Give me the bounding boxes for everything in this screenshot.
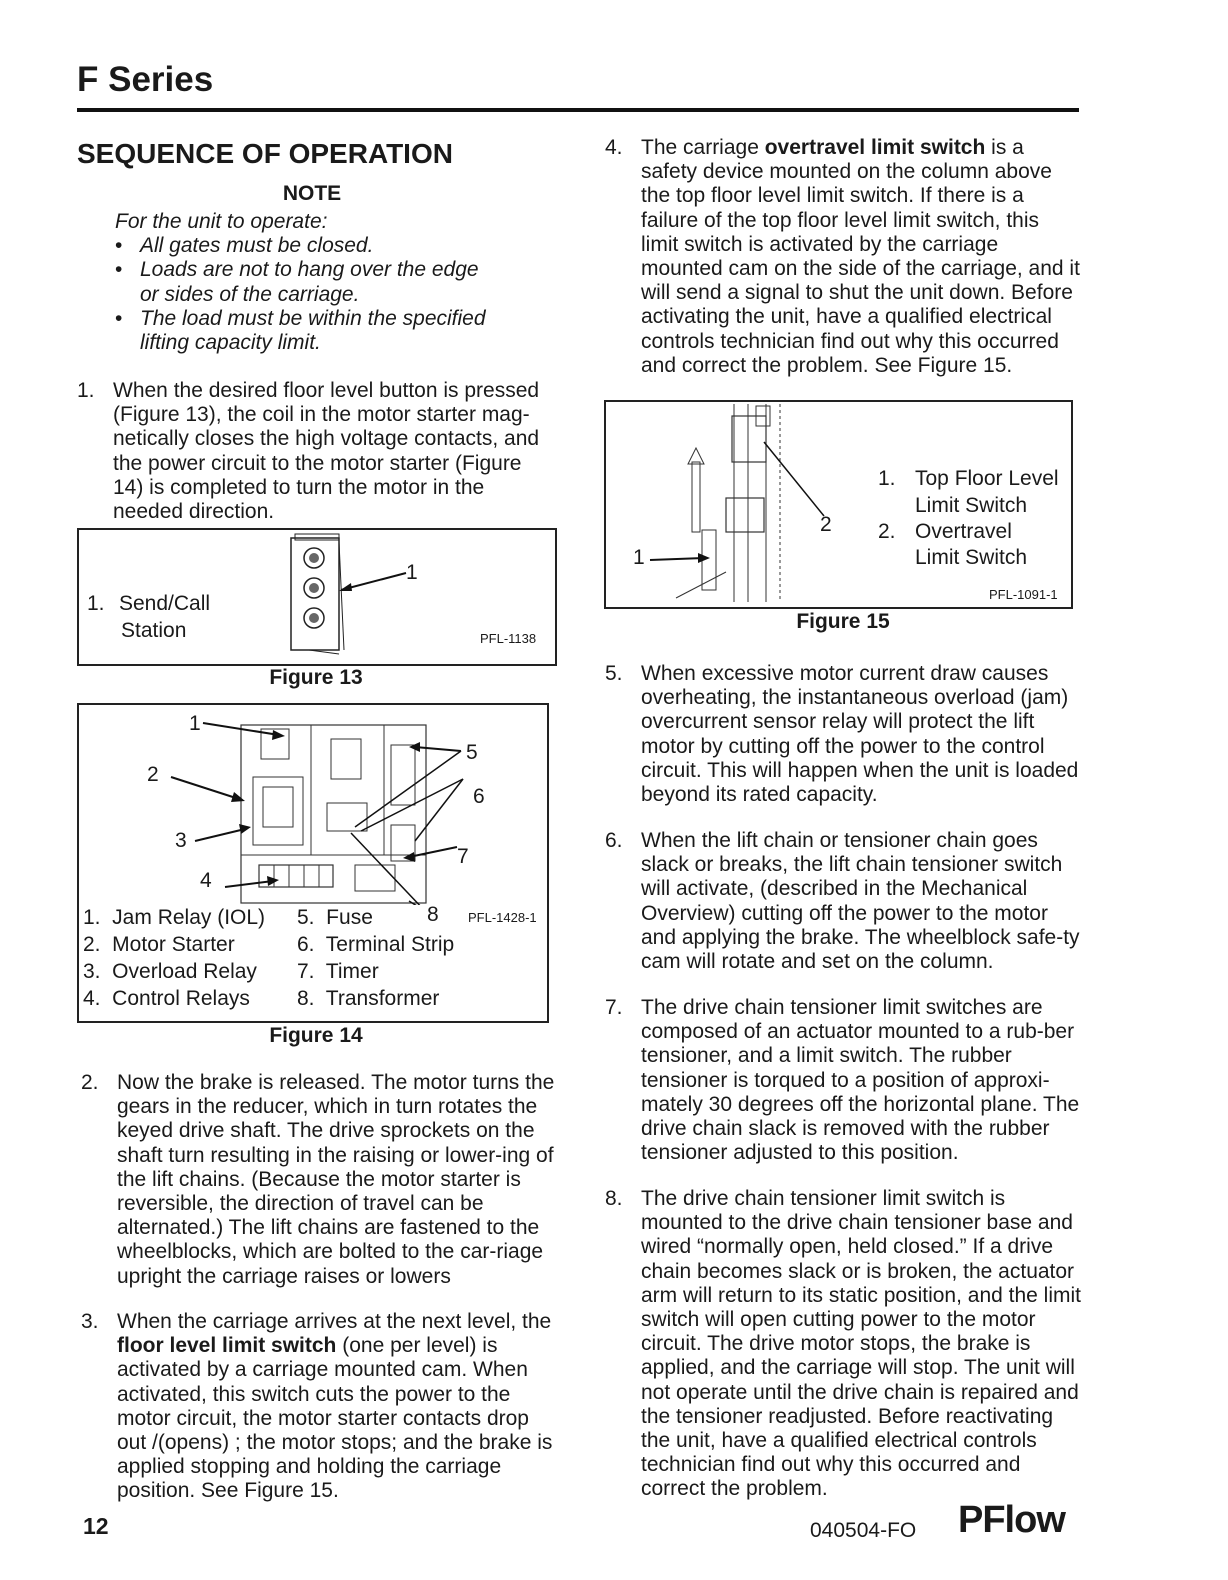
fig14-callout-6: 6 [473,785,485,808]
figure-14-caption: Figure 14 [269,1024,363,1047]
legend-item: 8. Transformer [297,987,440,1010]
note-intro: For the unit to operate: [115,210,328,233]
fig15-legend-line3: Overtravel [915,520,1012,543]
step-number: 4. [605,136,623,159]
note-list [115,234,555,355]
step-6 [605,829,1081,974]
legend-item: 3. Overload Relay [83,960,257,983]
step-number: 1. [77,379,95,402]
fig14-legend-right [297,904,454,1012]
header-divider [77,108,1079,112]
figure-13-box [77,528,557,666]
step-4 [605,136,1081,378]
step-text-pre: When the carriage arrives at the next level, the [117,1310,552,1333]
fig14-callout-1: 1 [189,712,201,735]
send-call-station-illustration [269,530,459,662]
step-number: 5. [605,662,623,685]
step-text: When excessive motor current draw causes overheating, the instantaneous overload (jam) overcurrent sensor relay will protect the lift motor by cutting off the power to the control circuit. This will happen when the unit is loaded beyond its rated capacity. [641,662,1079,807]
step-2 [81,1071,557,1289]
fig13-callout-1: 1 [406,561,418,584]
figure-15-box [604,400,1073,609]
fig15-legend-num-2: 2. [878,520,896,543]
fig14-code: PFL-1428-1 [468,910,537,925]
step-text-post: is a safety device mounted on the column above the top floor level limit switch. If there is a failure of the top floor level limit switch, this limit switch is activated by the carriage mounted cam on the side of the carriage, and it will send a signal to shut the unit down. Before activating the unit, have a qualified electrical controls technician find out why this occurred and correct the problem. See Figure 15. [641,136,1080,377]
fig13-legend-line2: Station [121,619,187,642]
note-body [115,210,555,355]
fig14-callout-7: 7 [457,845,469,868]
note-item: • Loads are not to hang over the edge or sides of the carriage. [115,258,555,306]
limit-switch-illustration [606,402,866,605]
step-text: The drive chain tensioner limit switches are composed of an actuator mounted to a rub-ber tensioner, and a limit switch. The rubber tensioner is torqued to a position of approxi-mately 30 degrees off the horizontal plane. The drive chain slack is removed with the rubber tensioner adjusted to this position. [641,996,1080,1165]
document-code: 040504-FO [810,1519,917,1542]
step-number: 6. [605,829,623,852]
step-5 [605,662,1081,807]
step-text-post: (one per level) is activated by a carriage mounted cam. When activated, this switch cuts the power to the motor circuit, the motor starter contacts drop out /(opens) ; the motor stops; and the brake is applied stopping and holding the carriage position. See Figure 15. [117,1334,553,1503]
figure-14-box [77,703,549,1023]
fig14-callout-8: 8 [427,903,439,926]
figure-15-caption: Figure 15 [796,610,890,633]
fig14-callout-3: 3 [175,829,187,852]
legend-item: 4. Control Relays [83,987,250,1010]
step-text: Now the brake is released. The motor turns the gears in the reducer, which in turn rotates the keyed drive shaft. The drive sprockets on the shaft turn resulting in the raising or lower-ing of the lift chains. (Because the motor starter is reversible, the direction of travel can be alternated.) The lift chains are fastened to the wheelblocks, which are bolted to the car-riage upright the carriage raises or lowers [117,1071,555,1288]
figure-13-caption: Figure 13 [269,666,363,689]
fig14-callout-5: 5 [466,741,478,764]
legend-item: 1. Jam Relay (IOL) [83,906,266,929]
page-number: 12 [83,1513,109,1539]
step-text: When the lift chain or tensioner chain goes slack or breaks, the lift chain tensioner switch will activate, (described in the Mechanical Overview) cutting off the power to the motor and applying the brake. The wheelblock safe-ty cam will rotate and set on the column. [641,829,1080,974]
step-number: 2. [81,1071,99,1094]
fig15-legend-line2: Limit Switch [915,494,1028,517]
note-item: • The load must be within the specified lifting capacity limit. [115,307,555,355]
step-8 [605,1187,1081,1502]
fig13-code: PFL-1138 [480,631,537,646]
step-number: 3. [81,1310,99,1333]
legend-item: 7. Timer [297,960,379,983]
page-header-title: F Series [77,60,214,99]
step-text-pre: The carriage [641,136,765,159]
fig15-callout-1: 1 [633,546,645,569]
section-heading: SEQUENCE OF OPERATION [77,138,453,169]
fig14-callout-2: 2 [147,763,159,786]
fig13-legend-num: 1. [87,592,105,615]
fig15-code: PFL-1091-1 [989,587,1058,602]
fig15-callout-2: 2 [820,513,832,536]
legend-item: 6. Terminal Strip [297,933,455,956]
fig13-legend-line1: Send/Call [119,592,211,615]
step-text: The drive chain tensioner limit switch is mounted to the drive chain tensioner base and wired “normally open, held closed.” If a drive chain becomes slack or is broken, the actuator arm will return to its static position, and the limit switch will open cutting power to the motor circuit. The drive motor stops, the brake is applied, and the carriage will stop. The unit will not operate until the drive chain is repaired and the tensioner readjusted. Before reactivating the unit, have a qualified electrical controls technician find out why this occurred and correct the problem. [641,1187,1081,1501]
legend-item: 5. Fuse [297,906,373,929]
fig14-callout-4: 4 [200,869,212,892]
step-number: 7. [605,996,623,1019]
step-text: When the desired floor level button is pressed (Figure 13), the coil in the motor starter mag-netically closes the high voltage contacts, and the power circuit to the motor starter (Figure 14) is completed to turn the motor in the needed direction. [113,379,540,524]
step-1 [77,379,553,524]
fig15-legend-num-1: 1. [878,467,896,490]
step-7 [605,996,1081,1165]
step-text-bold: overtravel limit switch [764,136,986,159]
step-3 [81,1310,557,1504]
fig15-legend-line4: Limit Switch [915,546,1028,569]
note-item: • All gates must be closed. [115,234,555,258]
step-text-bold: floor level limit switch [117,1334,337,1358]
note-title: NOTE [282,182,342,205]
pflow-logo: PFlow [958,1499,1065,1541]
fig14-legend-left [83,904,265,1012]
fig15-legend-line1: Top Floor Level [915,467,1059,490]
legend-item: 2. Motor Starter [83,933,235,956]
step-number: 8. [605,1187,623,1210]
